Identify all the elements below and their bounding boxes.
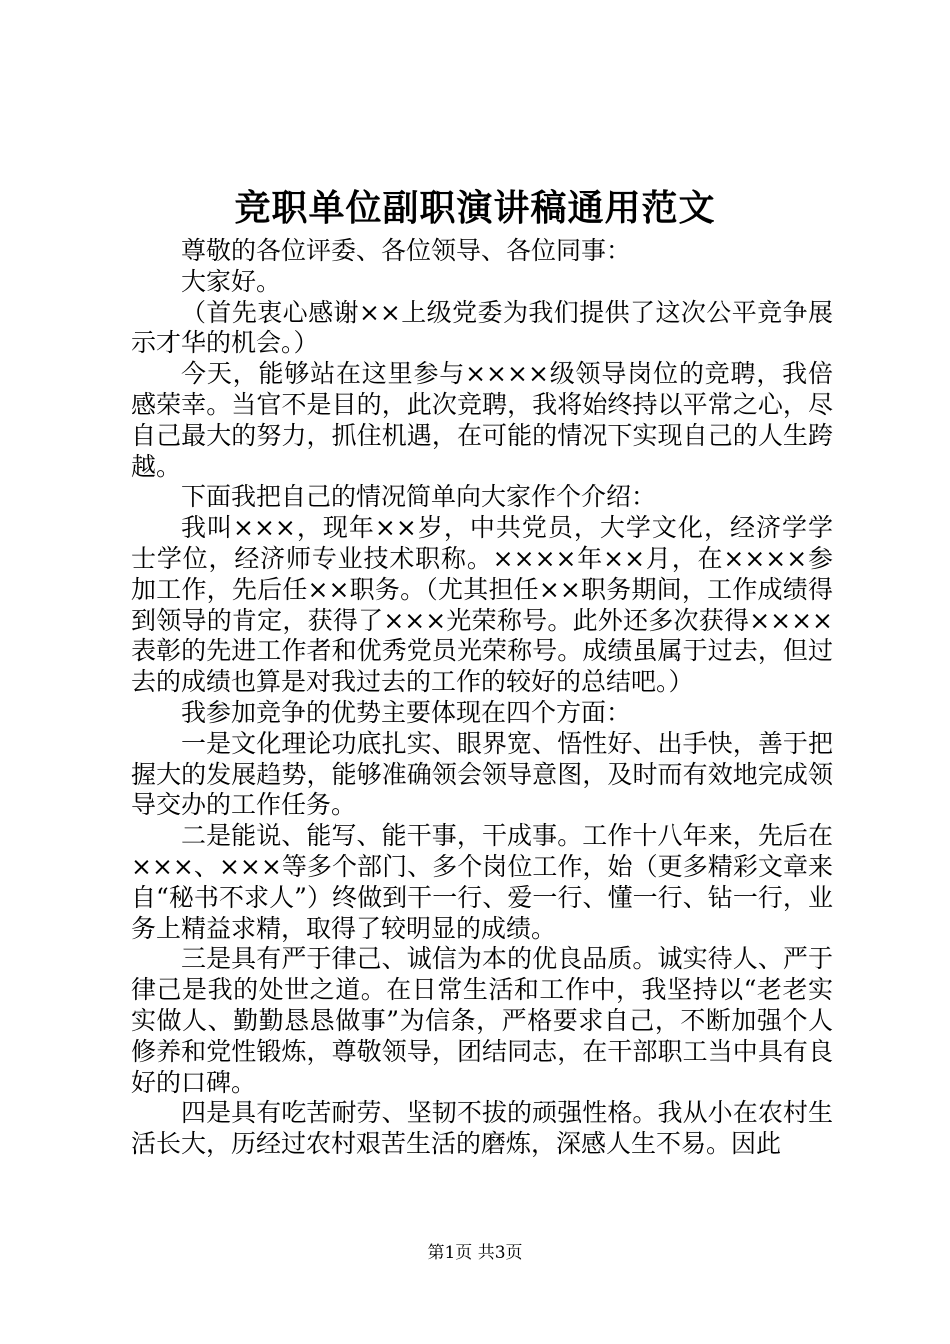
paragraph-greeting: 大家好。: [181, 266, 282, 296]
document-title: 竞职单位副职演讲稿通用范文: [234, 187, 716, 229]
paragraph-salutation: 尊敬的各位评委、各位领导、各位同事：: [181, 236, 632, 265]
page-footer: 第1页 共3页: [427, 1243, 523, 1263]
paragraph-thanks: （首先衷心感谢××上级党委为我们提供了这次公平竞争展示才华的机会。）: [131, 297, 833, 358]
paragraph-self-intro: 我叫×××，现年××岁，中共党员，大学文化，经济学学士学位，经济师专业技术职称。××××年××月，在××××参加工作，先后任××职务。（尤其担任××职务期间，工作成绩得到领导的肯定，获得了×××光荣称号。此外还多次获得××××表彰的先进工作者和优秀党员光荣称号。成绩虽属于过去，但过去的成绩也算是对我过去的工作的较好的总结吧。）: [131, 513, 833, 697]
paragraph-advantage-3: 三是具有严于律己、诚信为本的优良品质。诚实待人、严于律己是我的处世之道。在日常生活和工作中，我坚持以“老老实实做人、勤勤恳恳做事”为信条，严格要求自己，不断加强个人修养和党性锻炼，尊敬领导，团结同志，在干部职工当中具有良好的口碑。: [131, 944, 833, 1097]
document-body: [131, 236, 833, 1160]
paragraph-advantage-1: 一是文化理论功底扎实、眼界宽、悟性好、出手快，善于把握大的发展趋势，能够准确领会领导意图，及时而有效地完成领导交办的工作任务。: [131, 728, 833, 820]
paragraph-intro-lead: 下面我把自己的情况简单向大家作个介绍：: [181, 482, 657, 512]
paragraph-advantage-2: 二是能说、能写、能干事，干成事。工作十八年来，先后在×××、×××等多个部门、多个岗位工作，始（更多精彩文章来自“秘书不求人”）终做到干一行、爱一行、懂一行、钻一行，业务上精益求精，取得了较明显的成绩。: [131, 821, 833, 943]
paragraph-advantages-lead: 我参加竞争的优势主要体现在四个方面：: [181, 697, 632, 727]
paragraph-honor: 今天，能够站在这里参与××××级领导岗位的竞聘，我倍感荣幸。当官不是目的，此次竞聘，我将始终持以平常之心，尽自己最大的努力，抓住机遇，在可能的情况下实现自己的人生跨越。: [131, 359, 833, 481]
paragraph-advantage-4: 四是具有吃苦耐劳、坚韧不拔的顽强性格。我从小在农村生活长大，历经过农村艰苦生活的磨炼，深感人生不易。因此: [131, 1098, 833, 1159]
